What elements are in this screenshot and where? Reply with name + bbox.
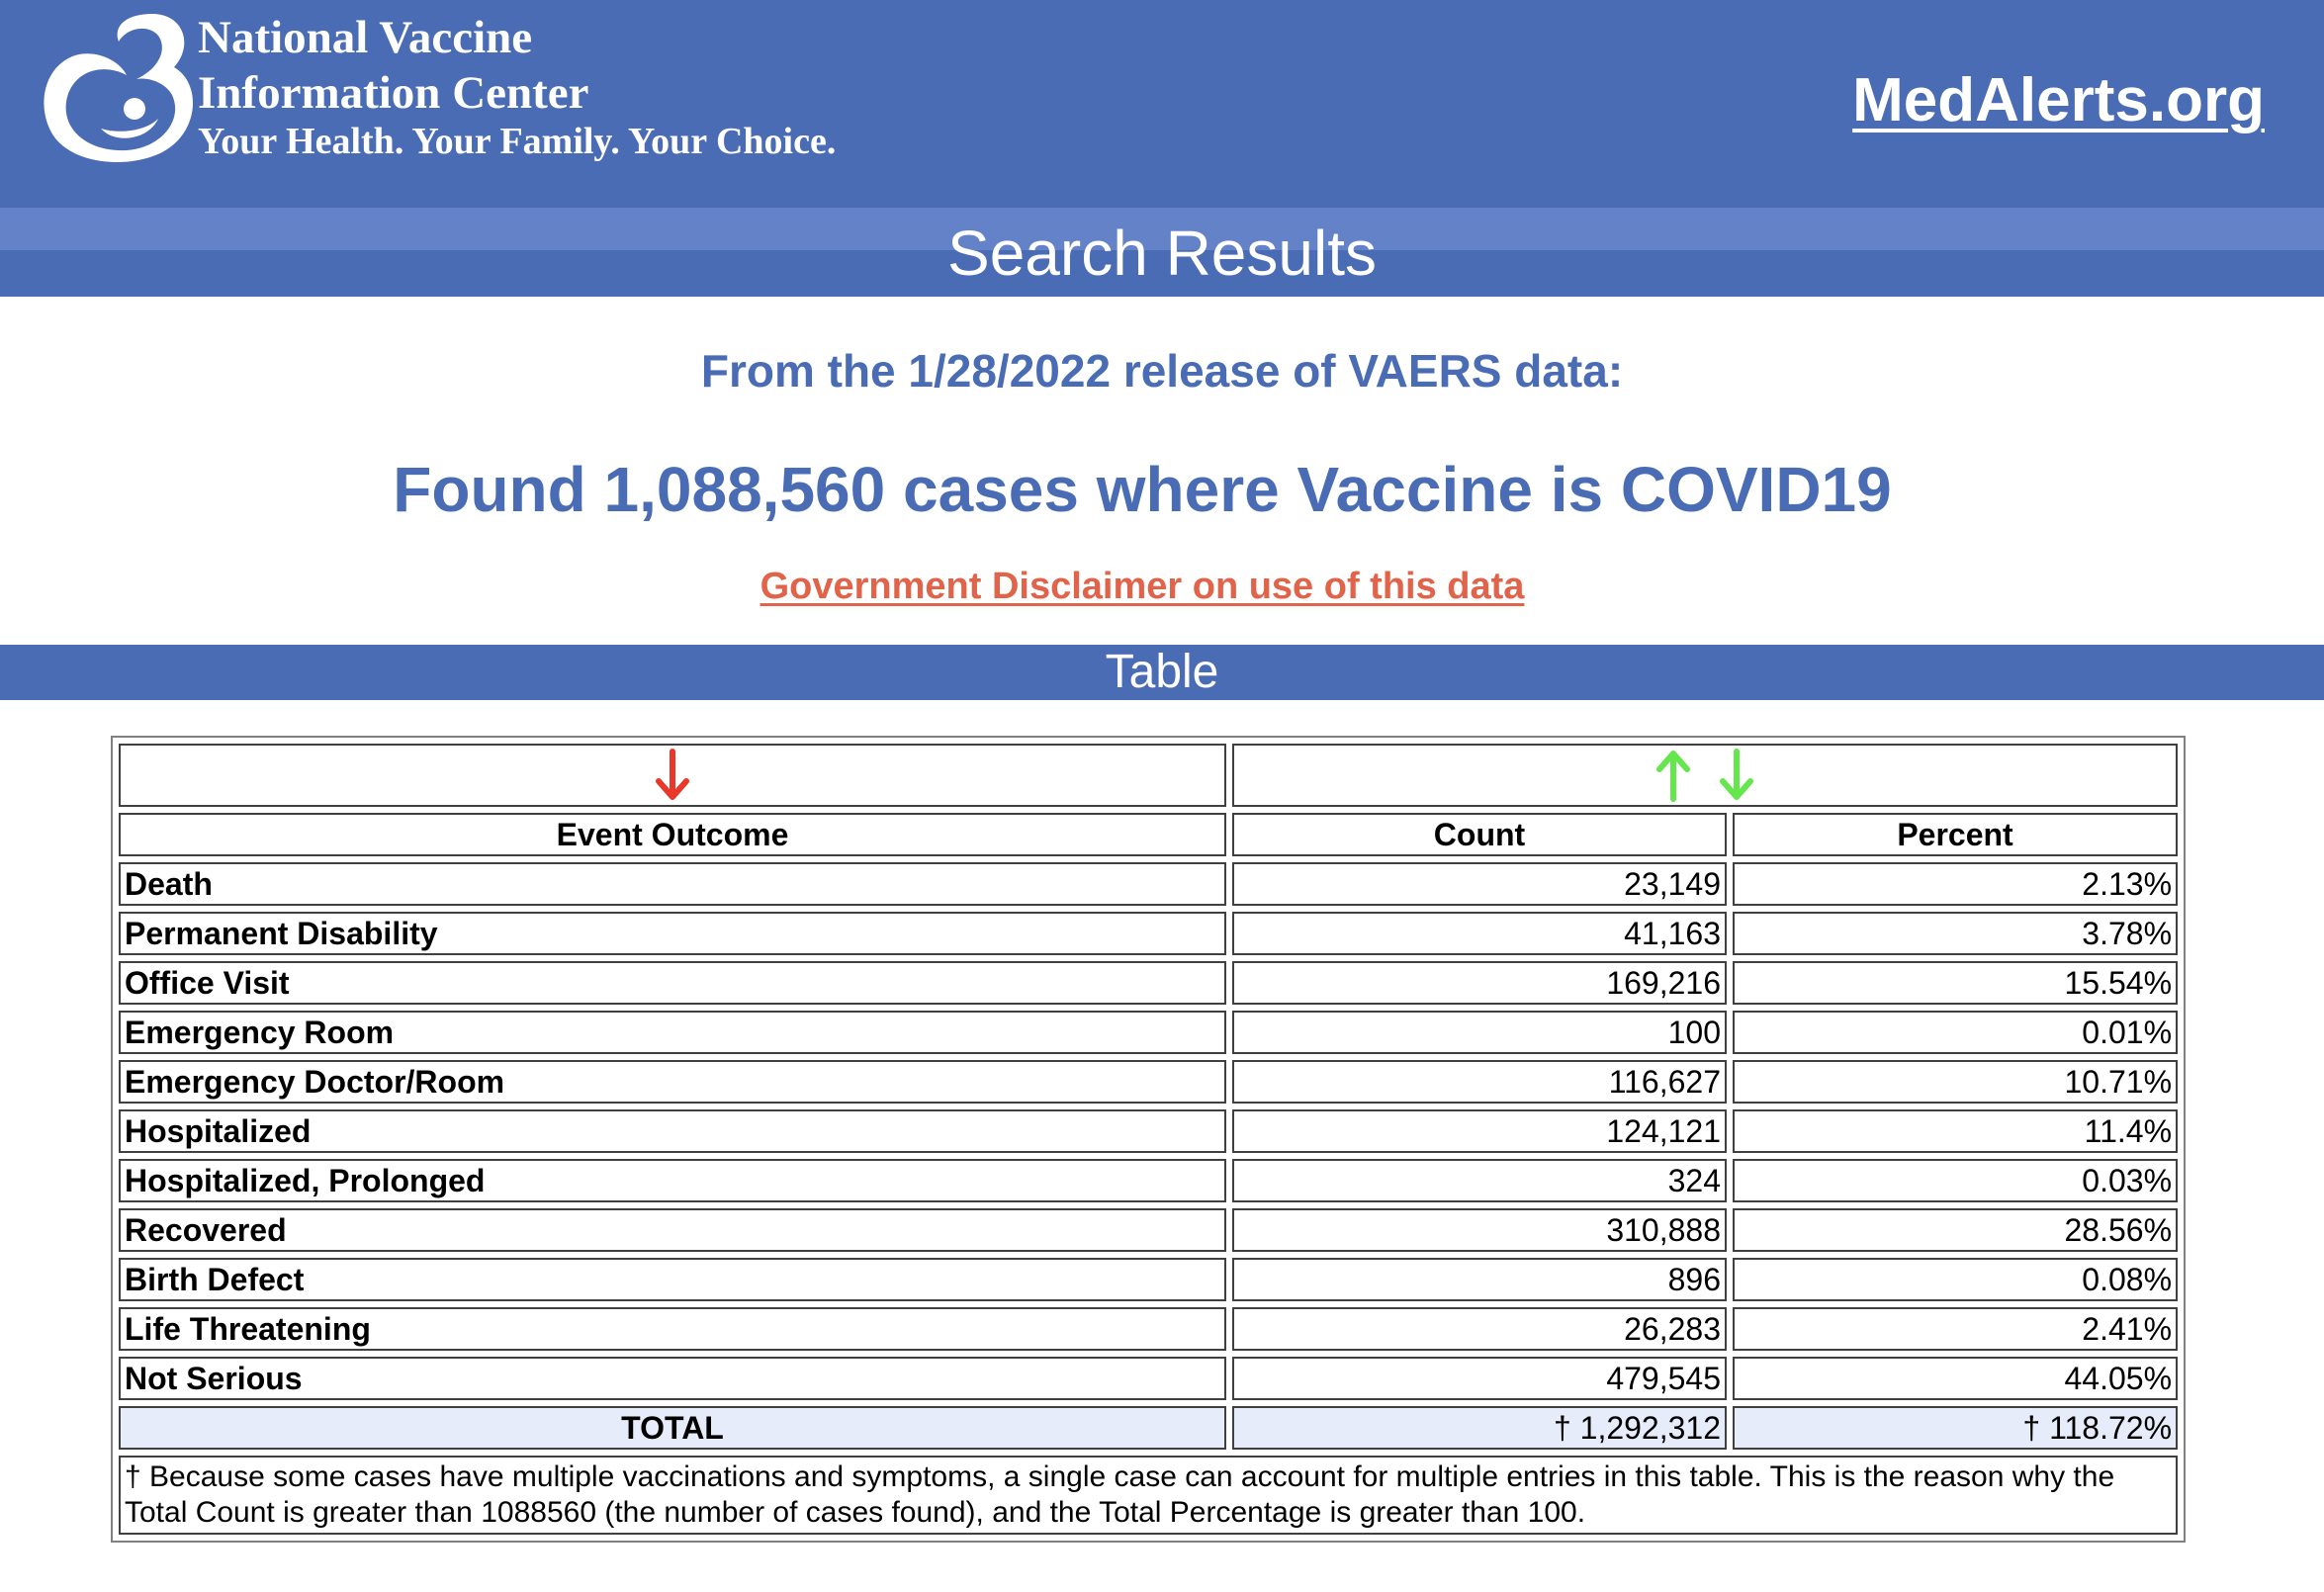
table-row <box>119 1060 2178 1104</box>
row-outcome: Hospitalized <box>119 1109 1226 1153</box>
header-event-outcome: Event Outcome <box>119 813 1226 856</box>
title-band <box>0 208 2324 297</box>
row-percent: 28.56% <box>1733 1208 2178 1252</box>
disclaimer-row <box>0 562 2284 611</box>
table-row <box>119 862 2178 906</box>
table-row <box>119 1258 2178 1301</box>
footnote-row <box>119 1456 2178 1535</box>
row-outcome: Office Visit <box>119 961 1226 1005</box>
row-percent: 0.01% <box>1733 1011 2178 1054</box>
results-table <box>111 736 2186 1543</box>
sort-desc-red-arrow-icon[interactable] <box>655 748 690 803</box>
table-row <box>119 1307 2178 1351</box>
org-name-line1: National Vaccine <box>198 12 533 63</box>
table-row <box>119 1109 2178 1153</box>
nvic-logo-icon[interactable] <box>36 6 204 172</box>
row-count: 41,163 <box>1232 912 1727 955</box>
table-row <box>119 912 2178 955</box>
row-percent: 10.71% <box>1733 1060 2178 1104</box>
row-outcome: Not Serious <box>119 1357 1226 1400</box>
row-count: 479,545 <box>1232 1357 1727 1400</box>
row-count: 169,216 <box>1232 961 1727 1005</box>
found-cases-heading: Found 1,088,560 cases where Vaccine is COVID19 <box>393 454 1892 525</box>
row-percent: 15.54% <box>1733 961 2178 1005</box>
row-percent: 2.41% <box>1733 1307 2178 1351</box>
release-info: From the 1/28/2022 release of VAERS data: <box>700 345 1624 397</box>
page-title: Search Results <box>947 218 1377 289</box>
table-section-title: Table <box>0 645 2324 700</box>
total-row <box>119 1406 2178 1450</box>
sort-row <box>119 744 2178 807</box>
sort-outcome-cell <box>119 744 1226 807</box>
total-count: † 1,292,312 <box>1232 1406 1727 1450</box>
header-row <box>119 813 2178 856</box>
row-count: 100 <box>1232 1011 1727 1054</box>
row-count: 26,283 <box>1232 1307 1727 1351</box>
sort-asc-green-arrow-icon[interactable] <box>1655 748 1691 803</box>
org-name-line2: Information Center <box>198 67 589 119</box>
results-table-wrap <box>111 736 2173 1543</box>
row-count: 124,121 <box>1232 1109 1727 1153</box>
table-row <box>119 1208 2178 1252</box>
row-outcome: Death <box>119 862 1226 906</box>
sort-desc-green-arrow-icon[interactable] <box>1719 748 1754 803</box>
row-count: 324 <box>1232 1159 1727 1202</box>
row-percent: 0.03% <box>1733 1159 2178 1202</box>
row-percent: 0.08% <box>1733 1258 2178 1301</box>
row-count: 23,149 <box>1232 862 1727 906</box>
site-header <box>0 0 2324 208</box>
table-row <box>119 1011 2178 1054</box>
row-count: 896 <box>1232 1258 1727 1301</box>
table-row <box>119 961 2178 1005</box>
row-percent: 3.78% <box>1733 912 2178 955</box>
row-outcome: Recovered <box>119 1208 1226 1252</box>
sort-count-cell <box>1232 744 2178 807</box>
row-count: 310,888 <box>1232 1208 1727 1252</box>
medalerts-link[interactable]: MedAlerts.org <box>1852 66 2265 134</box>
row-outcome: Emergency Room <box>119 1011 1226 1054</box>
row-count: 116,627 <box>1232 1060 1727 1104</box>
row-percent: 2.13% <box>1733 862 2178 906</box>
org-name <box>198 10 589 121</box>
row-outcome: Birth Defect <box>119 1258 1226 1301</box>
row-outcome: Hospitalized, Prolonged <box>119 1159 1226 1202</box>
header-count: Count <box>1232 813 1727 856</box>
total-percent: † 118.72% <box>1733 1406 2178 1450</box>
row-percent: 44.05% <box>1733 1357 2178 1400</box>
header-percent: Percent <box>1733 813 2178 856</box>
row-outcome: Life Threatening <box>119 1307 1226 1351</box>
table-row <box>119 1357 2178 1400</box>
footnote: † Because some cases have multiple vaccinations and symptoms, a single case can account for multiple entries in this table. This is the reason why the Total Count is greater than 1088560 (the number of cases found), and the Total Percentage is greater than 100. <box>119 1456 2178 1535</box>
table-row <box>119 1159 2178 1202</box>
row-percent: 11.4% <box>1733 1109 2178 1153</box>
org-tagline: Your Health. Your Family. Your Choice. <box>198 121 837 162</box>
row-outcome: Emergency Doctor/Room <box>119 1060 1226 1104</box>
disclaimer-link[interactable]: Government Disclaimer on use of this data <box>760 566 1525 607</box>
row-outcome: Permanent Disability <box>119 912 1226 955</box>
total-label: TOTAL <box>119 1406 1226 1450</box>
